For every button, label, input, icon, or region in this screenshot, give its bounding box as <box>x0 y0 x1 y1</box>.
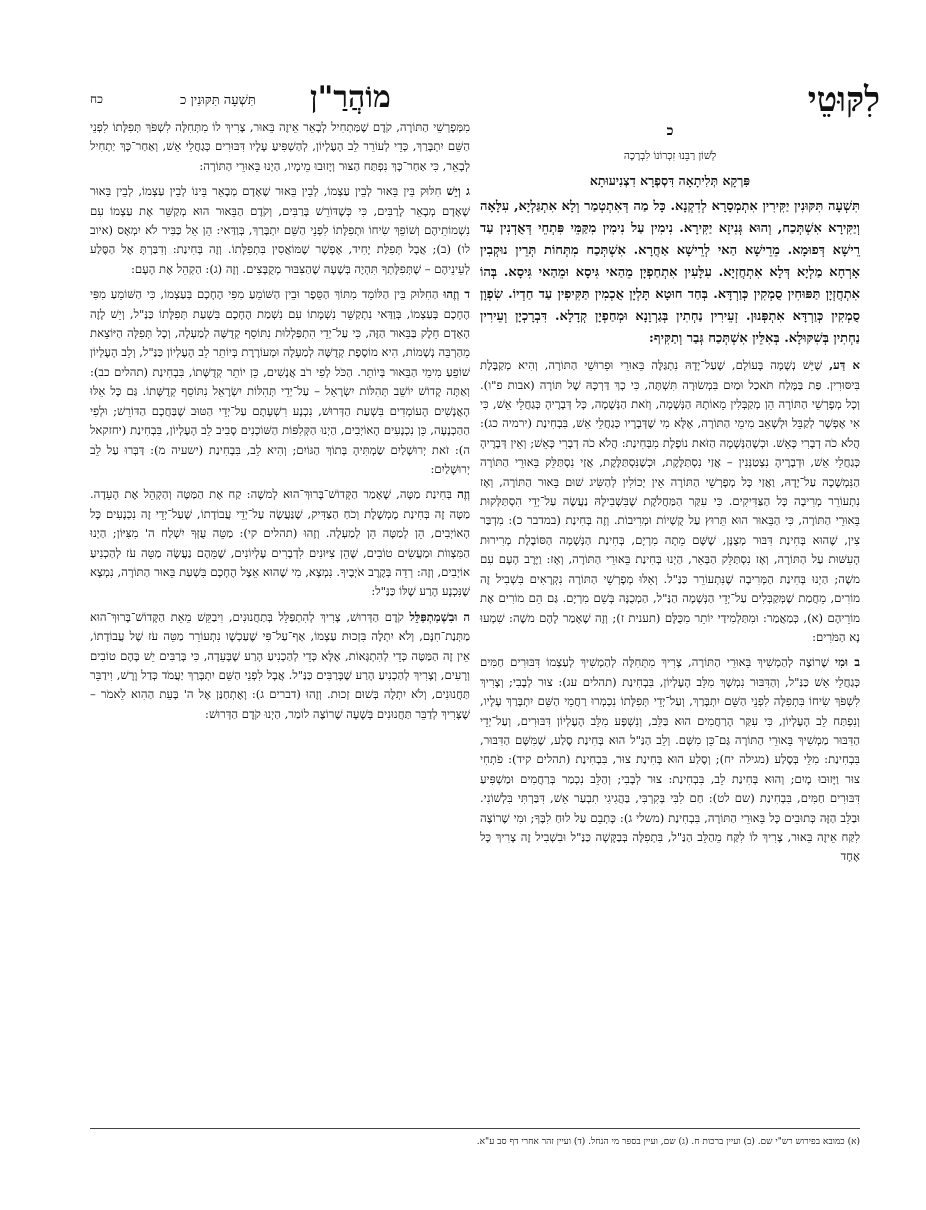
paragraph-hei-lead: ה וּבִשְׁמַתְפַּלֵּל <box>409 609 470 624</box>
page-number: כח <box>90 92 103 106</box>
section-letter: כ <box>666 123 674 139</box>
footnote-divider <box>90 1128 860 1129</box>
paragraph-gimel-body: חִלּוּק בֵּין בֵּאוּר לְבֵין עַצְמוֹ, לְבֵין בֵּאוּר שֶׁאָדָם מְבָאֵר בֵּינוֹ לְבֵין עַצְמוֹ, לְבֵין בֵּאוּר שֶׁאָדָם מְבָאֵר לָרַבִּים, כִּי כְּשֶׁדּוֹרֵשׁ בָּרַבִּים, וְקֹדֶם הַבֵּאוּר הוּא מְקַשֵּׁר אֶת עַצְמוֹ עִם נִשְׁמוֹתֵיהֶם וְשׁוֹפֵךְ שִׂיחוֹ וּתְפִלָּתוֹ לִפְנֵי הַשֵּׁם יִתְבָּרַךְ, בְּוַדַּאי: הֵן אֵל כַּבִּיר לֹא יִמְאָס (איוב לו) (ב); אֲבָל תְּפִלַּת יָחִיד, אֶפְשָׁר שֶׁמּוֹאֲסִין בִּתְפִלָּתוֹ. וְזֶה בְּחִינַת: וְדִבַּרְתָּ אֶל הַסֶּלַע לְעֵינֵיהֶם – שֶׁתְּפִלָּתְךָ תִּהְיֶה בְּשָׁעָה שֶׁהַצִּבּוּר מְקֻבָּצִים. וְזֶה (ג): הַקְהֵל אֶת הָעָם: <box>90 184 470 276</box>
left-column <box>90 118 470 730</box>
paragraph-bet-lead: ב וּמִי <box>835 655 860 670</box>
paragraph-vezeh <box>90 485 470 601</box>
paragraph-dalet-lead: ד וְזֶהוּ <box>443 287 470 302</box>
paragraph-alef-lead: א דַּע, <box>829 358 861 373</box>
book-title-right: לִקּוּטֵי <box>807 80 880 120</box>
paragraph-hei-body: קֹדֶם הַדְּרוּשׁ, צָרִיךְ לְהִתְפַּלֵּל בְּתַחֲנוּנִים, וִיבַקֵּשׁ מֵאֵת הַקָּדוֹשׁ־בָּרוּךְ־הוּא מַתְּנַת־חִנָּם, וְלֹא יִתְלֶה בִּזְכוּת עַצְמוֹ, אַף־עַל־פִּי שֶׁעַכְשָׁו נִתְעוֹרֵר מַטֵּה עֹז שֶׁל עֲבוֹדָתוֹ, אֵין זֶה הַמַּטֶּה כְּדֵי לְהִתְגָּאוֹת, אֶלָּא כְּדֵי לְהַכְנִיעַ הָרַע שֶׁבָּעֵדָה, כִּי בָּרַבִּים יֵשׁ בָּהֶם טוֹבִים וְרָעִים, וְצָרִיךְ לְהַכְנִיעַ הָרַע שֶׁבָּרַבִּים כַּנַּ"ל. אֲבָל לִפְנֵי הַשֵּׁם יִתְבָּרַךְ יַעֲמֹד כְּדַל וָרָשׁ, וִידַבֵּר תַּחֲנוּנִים, וְלֹא יִתְלֶה בְּשׁוּם זְכוּת. וְזֶהוּ (דברים ג): וָאֶתְחַנַּן אֶל ה' בָּעֵת הַהִוא לֵאמֹר – שֶׁצָּרִיךְ לְדַבֵּר תַּחֲנוּנִים בְּשָׁעָה שֶׁרוֹצֶה לוֹמַר, הַיְנוּ קֹדֶם הַדְּרוּשׁ: <box>90 609 470 721</box>
paragraph-gimel <box>90 182 470 279</box>
paragraph-hei <box>90 608 470 724</box>
chapter-title: פִּרְקָא תְּלִיתָאָה דִּסְפְרָא דִצְנִיעוּתָא <box>589 172 751 188</box>
paragraph-gimel-lead: ג וְיֵשׁ <box>446 184 470 199</box>
paragraph-vezeh-lead: וְזֶה <box>457 487 471 502</box>
paragraph-bet <box>480 653 860 866</box>
zohar-text: תִּשְׁעָה תִּקּוּנִין יַקִּירִין אִתְמְסָרָא לְדִקְנָא. כָּל מַה דְּאִתְטְמַר וְלָא אִתְגַּלְיָא, עִלָּאָה וְיַקִּירָא אִשְׁתְּכַח, וְהוּא גְּנִיזָא יַקִּירָא. נִימִין עַל נִימִין מִקַּמֵּי פִּתְחֵי דְּאֻדְנִין עַד רֵישָׁא דְּפוּמָא. מֵרֵישָׁא הַאי לְרֵישָׁא אַחֲרָא. אִשְׁתְּכַח מִתְּחוֹת תְּרֵין נוּקְבִין אָרְחָא מַלְיָא דְּלָא אִתְחֲזְיָא. עִלָּעִין אִתְחַפְיָן מֵהַאי גִּיסָא וּמֵהַאי גִּיסָא. בְּהוֹ אִתְחֲזְיָן תַּפּוּחִין סֻמְקִין כְּוַרְדָּא. בְּחַד חוּטָא תָּלְיָן אֻכְמִין תַּקִּיפִין עַד חַדְיוֹ. שִׂפְוָן סֻמְקִין כְּוַרְדָּא אִתְפְּנוּן. זְעֵירִין נַחְתִין בְּגַרְוָנָא וּמְחַפְיָן קְדָלָא. דִּבְרָכְיָן וְעֵירִין נַחְתִין בְּשִׁקּוּלָא. בְּאִלֵּין אִשְׁתְּכַח גְּבַר וְתַקִּיף: <box>480 199 860 347</box>
footnotes: (א) כמובא בפירוש רש"י שם. (ב) ועיין ברכות ח. (ג) שם, ועיין בספר מי הנחל. (ד) ועיין זהר אחרי דף סב ע"א. <box>476 1137 860 1147</box>
right-column <box>480 118 860 873</box>
paragraph-alef-body: שֶׁיֵּשׁ נְשָׁמָה בָּעוֹלָם, שֶׁעַל־יָדָהּ נִתְגַּלֶּה בֵּאוּרֵי וּפֵרוּשֵׁי הַתּוֹרָה, וְהִיא מְקַבֶּלֶת בִּיסּוּרִין. פַּת בַּמֶּלַח תֹּאכַל וּמַיִם בִּמְשׂוּרָה תִּשְׁתֶּה, כִּי כָךְ דַּרְכָּהּ שֶׁל תּוֹרָה (אבות פ"ו). וְכָל מְפָרְשֵׁי הַתּוֹרָה הֵן מְקַבְּלִין מֵאוֹתָהּ הַנְּשָׁמָה, וְזֹאת הַנְּשָׁמָה, כָּל דְּבָרֶיהָ כְּגַחֲלֵי אֵשׁ, כִּי אִי אֶפְשָׁר לְקַבֵּל וּלְשָׁאֵב מִימֵי הַתּוֹרָה, אֶלָּא מִי שֶׁדְּבָרָיו כְּגַחֲלֵי אֵשׁ, בִּבְחִינַת (ירמיה כג): הֲלֹא כֹה דְבָרִי כָּאֵשׁ. וּכְשֶׁהַנְּשָׁמָה הַזֹּאת נוֹפֶלֶת מִבְּחִינַת: הֲלֹא כֹה דְבָרִי כָּאֵשׁ; וְאֵין דְּבָרֶיהָ כְּגַחֲלֵי אֵשׁ, וּדְבָרֶיהָ נִצְטַנְּנִין – אֲזַי נִסְתַּלֶּקֶת, וּכְשֶׁנִּסְתַּלֶּקֶת, אֲזַי נִסְתַּלֵּק בֵּאוּרֵי הַתּוֹרָה הַנִּמְשָׁכָה עַל־יָדָהּ, וַאֲזַי כָּל מְפָרְשֵׁי הַתּוֹרָה אֵין יְכוֹלִין לְהַשִּׂיג שׁוּם בֵּאוּר הַתּוֹרָה, וְאָז נִתְעוֹרֵר מְרִיבָה כָּל הַצַּדִּיקִים. כִּי עִקַּר הַמַּחֲלֹקֶת שֶׁבִּשְׁבִילָהּ נַעֲשֶׂה עַל־יְדֵי הִסְתַּלְּקוּת בֵּאוּרֵי הַתּוֹרָה, כִּי הַבֵּאוּר הוּא תֵּרוּץ עַל קֻשְׁיוֹת וּמְרִיבוֹת. וְזֶה בְּחִינַת (במדבר כ): מִדְבַּר צִין, שֶׁהוּא בְּחִינַת דִּבּוּר מְצֻנָּן, שֶׁשָּׁם מֵתָה מִרְיָם, בְּחִינַת הַנְּשָׁמָה הַסּוֹבֶלֶת מְרִירוּת הָעִשּׁוּת עַל הַתּוֹרָה, וְאָז נִסְתַּלֵּק הַבְּאֵר, הַיְנוּ בְּחִינַת בֵּאוּרֵי הַתּוֹרָה, וְאָז: וַיָּרֶב הָעָם עִם משֶׁה; הַיְנוּ בְּחִינַת הַמְּרִיבָה שֶׁנִּתְעוֹרֵר כַּנַּ"ל. וְאֵלּוּ מְפָרְשֵׁי הַתּוֹרָה נִקְרָאִים בִּשְׁבִיל זֶה מוֹרִים, מֵחֲמַת שֶׁמְּקַבְּלִים עַל־יְדֵי הַנְּשָׁמָה הַנַּ"ל, הַמְכֻנָּה בְּשֵׁם מִרְיָם. גַּם הֵם מוֹרִים אֶת מוֹרֵיהֶם (א), כְּמַאֲמַר: וּמִתַּלְמִידַי יוֹתֵר מִכֻּלָּם (תענית ז); וְזֶה שֶׁאָמַר לָהֶם משֶׁה: שִׁמְעוּ נָא הַמֹּרִים: <box>480 358 860 644</box>
paragraph-alef <box>480 356 860 647</box>
paragraph-vezeh-body: בְּחִינַת מַטֶּה, שֶׁאָמַר הַקָּדוֹשׁ־בָּרוּךְ־הוּא לְמשֶׁה: קַח אֶת הַמַּטֶּה וְהַקְהֵל אֶת הָעֵדָה. מַטֶּה זֶה בְּחִינַת מֶמְשֶׁלֶת וְכֹחַ הַצַּדִּיק, שֶׁנַּעֲשֶׂה עַל־יְדֵי עֲבוֹדָתוֹ, שֶׁעַל־יְדֵי זֶה נִכְנָעִים כָּל הָאוֹיְבִים, הֵן לְמַטָּה הֵן לְמַעְלָה. וְזֶהוּ (תהלים קי): מַטֵּה עֻזְּךָ יִשְׁלַח ה' מִצִּיּוֹן; הַיְנוּ הַמִּצְווֹת וּמַעֲשִׂים טוֹבִים, שֶׁהֵן צִיּוּנִים לִדְבָרִים עֶלְיוֹנִים, שֶׁמֵּהֶם נַעֲשֶׂה מַטֵּה עֹז לְהַכְנִיעַ אוֹיְבִים, וְזֶה: רְדֵה בְּקֶרֶב אֹיְבֶיךָ. נִמְצָא, מִי שֶׁהוּא אֵצֶל הֶחָכָם בִּשְׁעַת בֵּאוּר הַתּוֹרָה, נִמְצָא שֶׁנִּכְנָע הָרַע שֶׁלּוֹ כַּנַּ"ל: <box>90 487 470 599</box>
paragraph-dalet-body: הַחִלּוּק בֵּין הַלּוֹמֵד מִתּוֹךְ הַסֵּפֶר וּבֵין הַשּׁוֹמֵעַ מִפִּי הֶחָכָם בְּעַצְמוֹ, כִּי הַשּׁוֹמֵעַ מִפִּי הֶחָכָם בְּעַצְמוֹ, בְּוַדַּאי נִתְקַשֵּׁר נִשְׁמָתוֹ עִם נִשְׁמַת הֶחָכָם בִּשְׁעַת תְּפִלָּתוֹ כַּנַּ"ל, וְיֵשׁ לָזֶה הָאָדָם חֵלֶק בַּבֵּאוּר הַזֶּה, כִּי עַל־יְדֵי הִתְפַּלְלוּת נִתּוֹסֵף קְדֻשָּׁה לְמַעְלָה, וְכָל תְּפִלָּה הַיּוֹצֵאת מֵהַרְבֵּה נְשָׁמוֹת, הִיא מוֹסֶפֶת קְדֻשָּׁה לְמַעְלָה וּמְעוֹרֶרֶת בְּיוֹתֵר לֵב הָעֶלְיוֹן כַּנַּ"ל, וְלֵב הָעֶלְיוֹן שׁוֹפֵעַ מִימֵי הַבֵּאוּר בְּיוֹתֵר. הַכֹּל לְפִי רֹב אֲנָשִׁים, כֵּן יוֹתֵר קְדֻשָּׁתוֹ, בִּבְחִינַת (תהלים כב): וְאַתָּה קָדוֹשׁ יוֹשֵׁב תְּהִלּוֹת יִשְׂרָאֵל – עַל־יְדֵי תְּהִלּוֹת יִשְׂרָאֵל נִתּוֹסֵף קְדֻשָּׁתוֹ. גַּם כָּל אֵלּוּ הָאֲנָשִׁים הָעוֹמְדִים בִּשְׁעַת הַדְּרוּשׁ, נִכְנָע רִשְׁעָתָם עַל־יְדֵי הַטּוּב שֶׁבַּחֲכָם הַדּוֹרֵשׁ; וּלְפִי הַהַכְנָעָה, כֵּן נִכְנָעִים הָאוֹיְבִים, הַיְנוּ הַקְּלִפּוֹת הַשּׁוֹכְנִים סָבִיב לֵב הָעֶלְיוֹן, בִּבְחִינַת (יחזקאל ה): זֹאת יְרוּשָׁלַיִם שַׂמְתִּיהָ בְּתוֹךְ הַגּוֹיִם; וְהִיא לֵב, בִּבְחִינַת (ישעיה מ): דַּבְּרוּ עַל לֵב יְרוּשָׁלַיִם: <box>90 287 470 476</box>
paragraph-bet-body: שֶׁרוֹצֶה לְהַמְשִׁיךְ בֵּאוּרֵי הַתּוֹרָה, צָרִיךְ מִתְּחִלָּה לְהַמְשִׁיךְ לְעַצְמוֹ דִּבּוּרִים חַמִּים כְּגַחֲלֵי אֵשׁ כַּנַּ"ל, וְהַדִּבּוּר נִמְשָׁךְ מִלֵּב הָעֶלְיוֹן, בִּבְחִינַת (תהלים עג): צוּר לְבָבִי; וְצָרִיךְ לִשְׁפֹּךְ שִׂיחוֹ בִּתְפִלָּה לִפְנֵי הַשֵּׁם יִתְבָּרַךְ, וְעַל־יְדֵי תְּפִלָּתוֹ נִכְמְרוּ רַחֲמֵי הַשֵּׁם יִתְבָּרַךְ עָלָיו, וְנִפְתַּח לֵב הָעֶלְיוֹן, כִּי עִקַּר הָרַחֲמִים הוּא בַּלֵּב, וְנִשְׁפָּע מִלֵּב הָעֶלְיוֹן דִּבּוּרִים, וְעַל־יְדֵי הַדִּבּוּר מַמְשִׁיךְ בֵּאוּרֵי הַתּוֹרָה גַּם־כֵּן מִשָּׁם. וְלֵב הַנַּ"ל הוּא בְּחִינַת סֶלַע, שֶׁמִּשָּׁם הַדִּבּוּר, בִּבְחִינַת: מִלֵּי בְּסֶלַע (מגילה יח); וְסֶלַע הוּא בְּחִינַת צוּר, בִּבְחִינַת (תהלים קיד): פֹתְחִי צוּר וַיָּזוּבוּ מָיִם; וְהוּא בְּחִינַת לֵב, בִּבְחִינַת: צוּר לְבָבִי; וְהַלֵּב נִכְמַר בְּרַחֲמִים וּמַשְׁפִּיעַ דִּבּוּרִים חַמִּים, בִּבְחִינַת (שם לט): חַם לִבִּי בְּקִרְבִּי, בַּהֲגִיגִי תִבְעַר אֵשׁ, דִּבַּרְתִּי בִּלְשׁוֹנִי. וּבַלֵּב הַזֶּה כְּתוּבִים כָּל בֵּאוּרֵי הַתּוֹרָה, בִּבְחִינַת (משלי ג): כָּתְבֵם עַל לוּחַ לִבֶּךָ; וּמִי שֶׁרוֹצֶה לִקַּח אֵיזֶה בֵּאוּר, צָרִיךְ לוֹ לִקַּח מֵהַלֵּב הַנַּ"ל, בִּתְפִלָּה בְּבַקָּשָׁה כַּנַּ"ל וּבִשְׁבִיל זֶה צָרִיךְ כָּל אֶחָד <box>480 655 860 864</box>
paragraph-continued: מִמְּפָרְשֵׁי הַתּוֹרָה, קֹדֶם שֶׁמַּתְחִיל לְבָאֵר אֵיזֶה בֵּאוּר, צָרִיךְ לוֹ מִתְּחִלָּה לִשְׁפֹּךְ תְּפִלָּתוֹ לִפְנֵי הַשֵּׁם יִתְבָּרַךְ, כְּדֵי לְעוֹרֵר לֵב הָעֶלְיוֹן, לְהַשְׁפִּיעַ עָלָיו דִּבּוּרִים כְּגַחֲלֵי אֵשׁ, וְאַחַר־כָּךְ יַתְחִיל לְבָאֵר, כִּי אַחַר־כָּךְ נִפְתַּח הַצּוּר וְיָזוּבוּ מֵימָיו, הַיְנוּ בֵּאוּרֵי הַתּוֹרָה: <box>90 120 470 173</box>
book-title-left: מוֹהֲרַ"ן <box>310 80 391 115</box>
memorial-line: לְשׁוֹן רַבֵּנוּ זִכְרוֹנוֹ לִבְרָכָה <box>623 150 717 163</box>
running-head: תִּשְׁעָה תִּקּוּנִין כ <box>180 93 256 108</box>
paragraph-dalet <box>90 285 470 479</box>
